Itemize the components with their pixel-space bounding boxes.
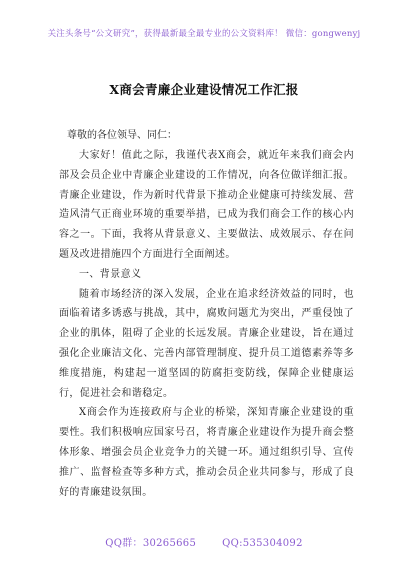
body-paragraph: X商会作为连接政府与企业的桥梁，深知青廉企业建设的重要性。我们积极响应国家号召，将青廉企业建设作为提升商会整体形象、增强会员企业竞争力的关键一环。通过组织引导、宣传推广、监督检查等多种方式，推动会员企业共同参与，形成了良好的青廉建设氛围。: [59, 407, 354, 498]
section-heading: 一、背景意义: [79, 268, 142, 280]
greeting-line: 尊敬的各位领导、同仁：: [67, 130, 177, 141]
contact-footer: [0, 534, 408, 549]
qq-group-text: QQ群：30265665: [105, 538, 197, 549]
qq-text: QQ:535304092: [222, 538, 303, 549]
body-paragraph: 大家好！值此之际，我谨代表X商会，就近年来我们商会内部及会员企业中青廉企业建设的工作情况，向各位做详细汇报。青廉企业建设，作为新时代背景下推动企业健康可持续发展、营造风清气正商业环境的重要举措，已成为我们商会工作的核心内容之一。下面，我将从背景意义、主要做法、成效展示、存在问题及改进措施四个方面进行全面阐述。: [59, 150, 354, 260]
promo-banner-text: 关注头条号“公文研究”，获得最新最全最专业的公文资料库！ 微信：gongwenyj: [47, 29, 361, 39]
body-paragraph: 随着市场经济的深入发展，企业在追求经济效益的同时，也面临着诸多诱惑与挑战，其中，腐败问题尤为突出，严重侵蚀了企业的肌体，阻碍了企业的长远发展。青廉企业建设，旨在通过强化企业廉洁文化、完善内部管理制度、提升员工道德素养等多维度措施，构建起一道坚固的防腐拒变防线，保障企业健康运行，促进社会和谐稳定。: [59, 288, 354, 399]
document-title: X商会青廉企业建设情况工作汇报: [109, 82, 299, 97]
document-body: [59, 146, 354, 502]
promo-banner: [0, 27, 408, 39]
